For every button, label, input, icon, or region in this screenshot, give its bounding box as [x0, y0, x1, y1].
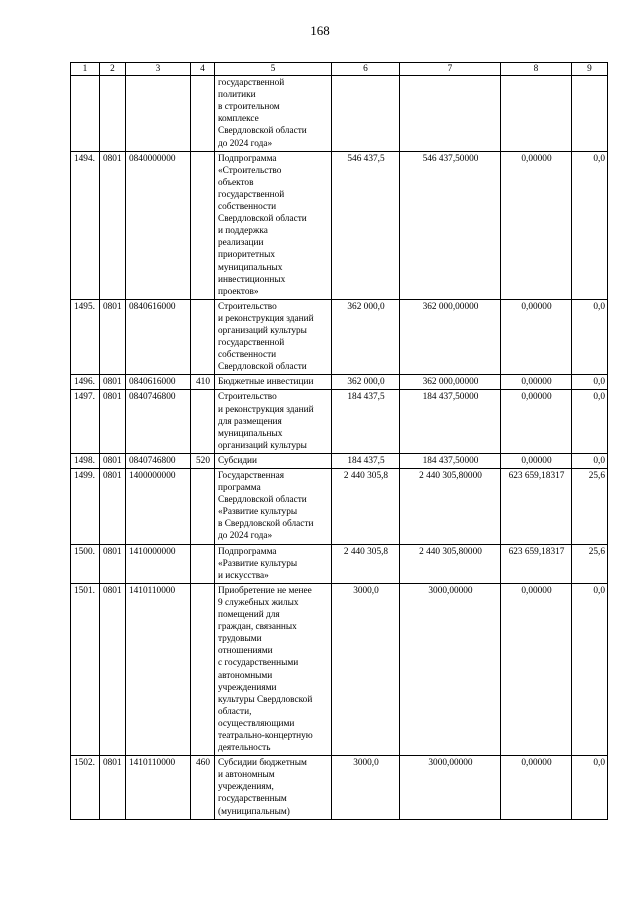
expense-type-code: 460: [191, 756, 215, 819]
table-row: [71, 469, 608, 545]
expense-type-code: [191, 544, 215, 583]
section-code: 0801: [100, 453, 126, 468]
row-number: 1495.: [71, 299, 100, 375]
table-row: [71, 375, 608, 390]
amount-col-6: 2 440 305,8: [332, 544, 400, 583]
percent-col-9: 25,6: [572, 544, 608, 583]
budget-table: [70, 62, 608, 820]
section-code: [100, 76, 126, 152]
row-number: 1496.: [71, 375, 100, 390]
target-code: 0840000000: [126, 151, 191, 299]
header-col-2: 2: [100, 63, 126, 76]
amount-col-7: 2 440 305,80000: [400, 469, 501, 545]
expense-type-code: 520: [191, 453, 215, 468]
item-name: Субсидии: [215, 453, 332, 468]
item-name: Субсидии бюджетным и автономным учреждениям, государственным (муниципальным): [215, 756, 332, 819]
table-row: [71, 544, 608, 583]
amount-col-8: 0,00000: [501, 453, 572, 468]
table-row: [71, 583, 608, 755]
table-row: [71, 453, 608, 468]
amount-col-6: 2 440 305,8: [332, 469, 400, 545]
amount-col-8: 623 659,18317: [501, 469, 572, 545]
row-number: 1498.: [71, 453, 100, 468]
row-number: 1497.: [71, 390, 100, 453]
section-code: 0801: [100, 151, 126, 299]
table-row: [71, 151, 608, 299]
section-code: 0801: [100, 375, 126, 390]
target-code: 0840746800: [126, 453, 191, 468]
section-code: 0801: [100, 583, 126, 755]
table-row: [71, 390, 608, 453]
amount-col-6: 3000,0: [332, 583, 400, 755]
item-name: Подпрограмма «Развитие культуры и искусства»: [215, 544, 332, 583]
amount-col-8: 0,00000: [501, 375, 572, 390]
page-number: 168: [310, 23, 330, 38]
row-number: 1494.: [71, 151, 100, 299]
amount-col-7: 362 000,00000: [400, 299, 501, 375]
target-code: 1410110000: [126, 583, 191, 755]
expense-type-code: [191, 390, 215, 453]
amount-col-8: [501, 76, 572, 152]
amount-col-6: 546 437,5: [332, 151, 400, 299]
row-number: 1501.: [71, 583, 100, 755]
target-code: 0840616000: [126, 299, 191, 375]
row-number: 1500.: [71, 544, 100, 583]
table-row: [71, 756, 608, 819]
expense-type-code: [191, 469, 215, 545]
amount-col-7: 2 440 305,80000: [400, 544, 501, 583]
percent-col-9: 0,0: [572, 756, 608, 819]
item-name: Бюджетные инвестиции: [215, 375, 332, 390]
row-number: 1502.: [71, 756, 100, 819]
amount-col-6: 184 437,5: [332, 390, 400, 453]
amount-col-6: 184 437,5: [332, 453, 400, 468]
header-col-7: 7: [400, 63, 501, 76]
header-col-6: 6: [332, 63, 400, 76]
section-code: 0801: [100, 390, 126, 453]
expense-type-code: [191, 76, 215, 152]
item-name: Приобретение не менее 9 служебных жилых помещений для граждан, связанных трудовыми отношениями с государственными автономными учреждениями культуры Свердловской области, осуществляющими театрально-концертную деятельность: [215, 583, 332, 755]
row-number: 1499.: [71, 469, 100, 545]
amount-col-7: 184 437,50000: [400, 453, 501, 468]
row-number: [71, 76, 100, 152]
amount-col-7: 546 437,50000: [400, 151, 501, 299]
header-col-5: 5: [215, 63, 332, 76]
header-col-9: 9: [572, 63, 608, 76]
amount-col-6: 362 000,0: [332, 299, 400, 375]
amount-col-7: 3000,00000: [400, 583, 501, 755]
expense-type-code: [191, 299, 215, 375]
table-header-row: [71, 63, 608, 76]
section-code: 0801: [100, 756, 126, 819]
target-code: [126, 76, 191, 152]
item-name: Строительство и реконструкция зданий для размещения муниципальных организаций культуры: [215, 390, 332, 453]
amount-col-8: 0,00000: [501, 151, 572, 299]
header-col-1: 1: [71, 63, 100, 76]
amount-col-7: [400, 76, 501, 152]
amount-col-6: 362 000,0: [332, 375, 400, 390]
target-code: 1410000000: [126, 544, 191, 583]
header-col-4: 4: [191, 63, 215, 76]
percent-col-9: 0,0: [572, 453, 608, 468]
header-col-3: 3: [126, 63, 191, 76]
amount-col-8: 0,00000: [501, 583, 572, 755]
percent-col-9: [572, 76, 608, 152]
item-name: государственной политики в строительном комплексе Свердловской области до 2024 года»: [215, 76, 332, 152]
percent-col-9: 0,0: [572, 583, 608, 755]
percent-col-9: 0,0: [572, 375, 608, 390]
amount-col-8: 0,00000: [501, 756, 572, 819]
amount-col-8: 0,00000: [501, 299, 572, 375]
target-code: 1410110000: [126, 756, 191, 819]
header-col-8: 8: [501, 63, 572, 76]
table-row: [71, 299, 608, 375]
target-code: 0840746800: [126, 390, 191, 453]
amount-col-6: [332, 76, 400, 152]
item-name: Государственная программа Свердловской области «Развитие культуры в Свердловской области до 2024 года»: [215, 469, 332, 545]
target-code: 1400000000: [126, 469, 191, 545]
item-name: Строительство и реконструкция зданий организаций культуры государственной собственности Свердловской области: [215, 299, 332, 375]
amount-col-7: 3000,00000: [400, 756, 501, 819]
amount-col-7: 184 437,50000: [400, 390, 501, 453]
section-code: 0801: [100, 544, 126, 583]
table-row: [71, 76, 608, 152]
table-body: [71, 76, 608, 820]
expense-type-code: [191, 583, 215, 755]
amount-col-8: 623 659,18317: [501, 544, 572, 583]
percent-col-9: 0,0: [572, 390, 608, 453]
item-name: Подпрограмма «Строительство объектов государственной собственности Свердловской области и поддержка реализации приоритетных муниципальных инвестиционных проектов»: [215, 151, 332, 299]
percent-col-9: 0,0: [572, 151, 608, 299]
target-code: 0840616000: [126, 375, 191, 390]
percent-col-9: 25,6: [572, 469, 608, 545]
amount-col-7: 362 000,00000: [400, 375, 501, 390]
amount-col-6: 3000,0: [332, 756, 400, 819]
amount-col-8: 0,00000: [501, 390, 572, 453]
percent-col-9: 0,0: [572, 299, 608, 375]
section-code: 0801: [100, 469, 126, 545]
section-code: 0801: [100, 299, 126, 375]
expense-type-code: 410: [191, 375, 215, 390]
expense-type-code: [191, 151, 215, 299]
